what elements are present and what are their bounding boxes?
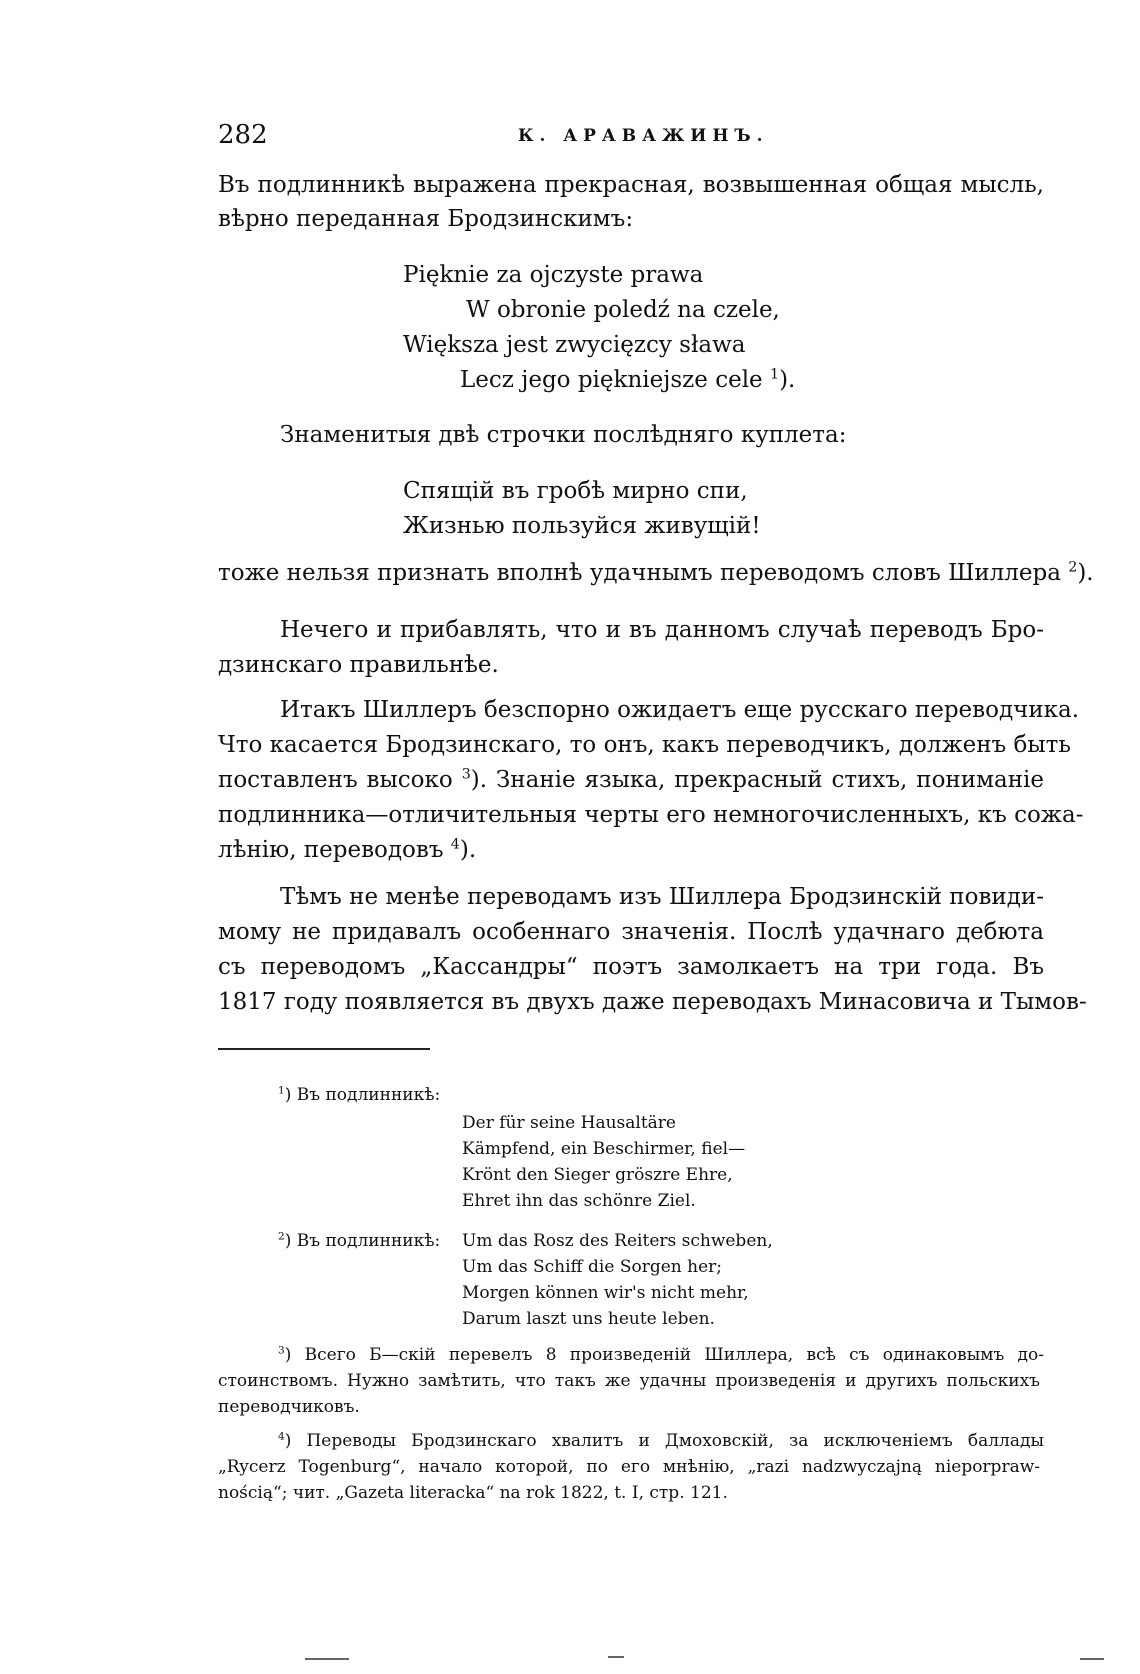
footnote-marker: 1 — [278, 1084, 285, 1097]
footnote-text: ) Всего Б—скій перевелъ 8 произведеній Шиллера, всѣ съ одинаковымъ до- — [284, 1345, 1044, 1365]
footnote-2-label — [278, 1231, 440, 1251]
scan-artifact — [305, 1658, 349, 1660]
text-line-wrap — [218, 732, 1071, 758]
footnote-line: стоинствомъ. Нужно замѣтить, что такъ же удачны произведенія и другихъ польскихъ — [218, 1371, 1040, 1391]
footnote-verse-line: Morgen können wir's nicht mehr, — [462, 1283, 749, 1303]
footnote-text: ) Переводы Бродзинскаго хвалитъ и Дмоховскій, за исключеніемъ баллады — [284, 1431, 1044, 1451]
paragraph-3 — [218, 559, 1094, 586]
footnote-line: „Rycerz Togenburg“, начало которой, по его мнѣнію, „razi nadzwyczajną nieporpraw- — [218, 1457, 1040, 1477]
footnote-line: переводчиковъ. — [218, 1397, 360, 1417]
footnote-line: nością“; чит. „Gazeta literacka“ na rok 1822, t. I, стр. 121. — [218, 1483, 728, 1503]
text-line: вѣрно переданная Бродзинскимъ: — [218, 206, 634, 232]
footnote-line-wrap — [218, 1457, 1040, 1477]
text-line-wrap — [218, 919, 1044, 945]
scan-artifact — [1080, 1658, 1104, 1660]
footnote-ref-1: 1 — [769, 366, 780, 383]
text-line — [218, 559, 1094, 586]
footnote-verse-line: Krönt den Sieger gröszre Ehre, — [462, 1165, 733, 1185]
text-line — [218, 767, 1044, 793]
text-line: мому не придавалъ особеннаго значенія. Послѣ удачнаго дебюта — [218, 919, 1044, 945]
text-line: Что касается Бродзинскаго, то онъ, какъ переводчикъ, долженъ быть — [218, 732, 1071, 758]
paragraph-2: Знаменитыя двѣ строчки послѣдняго куплета: — [280, 422, 847, 448]
poem-line: Pięknie za ojczyste prawa — [403, 262, 704, 288]
footnote-marker: 3 — [278, 1344, 285, 1357]
footnote-verse-line: Um das Schiff die Sorgen her; — [462, 1257, 722, 1277]
text-line — [218, 837, 476, 863]
footnote-separator — [218, 1048, 430, 1050]
footnote-marker: 2 — [278, 1230, 285, 1243]
text-line: подлинника—отличительныя черты его немногочисленныхъ, къ сожа- — [218, 802, 1084, 828]
paragraph-4 — [280, 617, 1044, 643]
poem-line: Жизнью пользуйся живущій! — [403, 513, 761, 539]
text-line: 1817 году появляется въ двухъ даже переводахъ Минасовича и Тымов- — [218, 989, 1087, 1015]
poem-line: Спящій въ гробѣ мирно спи, — [403, 478, 748, 504]
footnote-ref-3: 3 — [461, 766, 471, 783]
text-line: съ переводомъ „Кассандры“ поэтъ замолкаетъ на три года. Въ — [218, 954, 1044, 980]
footnote-verse-line: Ehret ihn das schönre Ziel. — [462, 1191, 696, 1211]
text-segment: поставленъ высоко — [218, 767, 453, 793]
text-line: Итакъ Шиллеръ безспорно ожидаетъ еще русскаго переводчика. — [280, 697, 1080, 723]
text-line: дзинскаго правильнѣе. — [218, 652, 499, 678]
footnote-verse-line: Darum laszt uns heute leben. — [462, 1309, 715, 1329]
text-segment: лѣнію, переводовъ — [218, 837, 444, 863]
poem-line-text: Lecz jego piękniejsze cele — [460, 367, 763, 393]
poem-line — [460, 367, 795, 393]
text-line: Въ подлинникѣ выражена прекрасная, возвышенная общая мысль, — [218, 172, 1044, 198]
footnote-4 — [278, 1431, 1044, 1451]
poem-line: Większa jest zwycięzcy sława — [403, 332, 746, 358]
footnote-marker: 4 — [278, 1430, 285, 1443]
footnote-line — [278, 1431, 1044, 1451]
footnote-verse-line: Um das Rosz des Reiters schweben, — [462, 1231, 773, 1251]
footnote-1-label — [278, 1085, 440, 1105]
text-line: Нечего и прибавлять, что и въ данномъ случаѣ переводъ Бро- — [280, 617, 1044, 643]
text-line-main: тоже нельзя признать вполнѣ удачнымъ переводомъ словъ Шиллера — [218, 560, 1061, 586]
poem-line-end: ). — [779, 367, 796, 393]
poem-line: W obronie poledź na czele, — [466, 297, 780, 323]
footnote-line-wrap — [218, 1371, 1040, 1391]
footnote-verse-line: Der für seine Hausaltäre — [462, 1113, 676, 1133]
text-segment: ). Знаніе языка, прекрасный стихъ, пониманіе — [470, 767, 1044, 793]
footnote-verse-line: Kämpfend, ein Beschirmer, fiel— — [462, 1139, 746, 1159]
footnote-line — [278, 1345, 1044, 1365]
text-line: Тѣмъ не менѣе переводамъ изъ Шиллера Бродзинскій повиди- — [280, 884, 1044, 910]
text-line-wrap — [218, 767, 1044, 793]
footnote-3 — [278, 1345, 1044, 1365]
footnote-label-text: ) Въ подлинникѣ: — [284, 1231, 441, 1251]
footnote-label-text: ) Въ подлинникѣ: — [284, 1085, 441, 1105]
paragraph-5 — [280, 697, 1080, 723]
text-line-wrap — [218, 802, 1084, 828]
scan-artifact — [608, 1656, 624, 1658]
text-segment: ). — [459, 837, 477, 863]
running-title: К. АРАВАЖИНЪ. — [518, 126, 769, 146]
paragraph-6 — [280, 884, 1044, 910]
paragraph-1 — [218, 172, 1044, 198]
text-line-wrap — [218, 954, 1044, 980]
footnote-ref-4: 4 — [450, 836, 460, 853]
footnote-ref-2: 2 — [1068, 559, 1078, 576]
page-number: 282 — [218, 120, 268, 150]
text-line-end: ). — [1077, 560, 1094, 586]
text-line-wrap — [218, 989, 1087, 1015]
